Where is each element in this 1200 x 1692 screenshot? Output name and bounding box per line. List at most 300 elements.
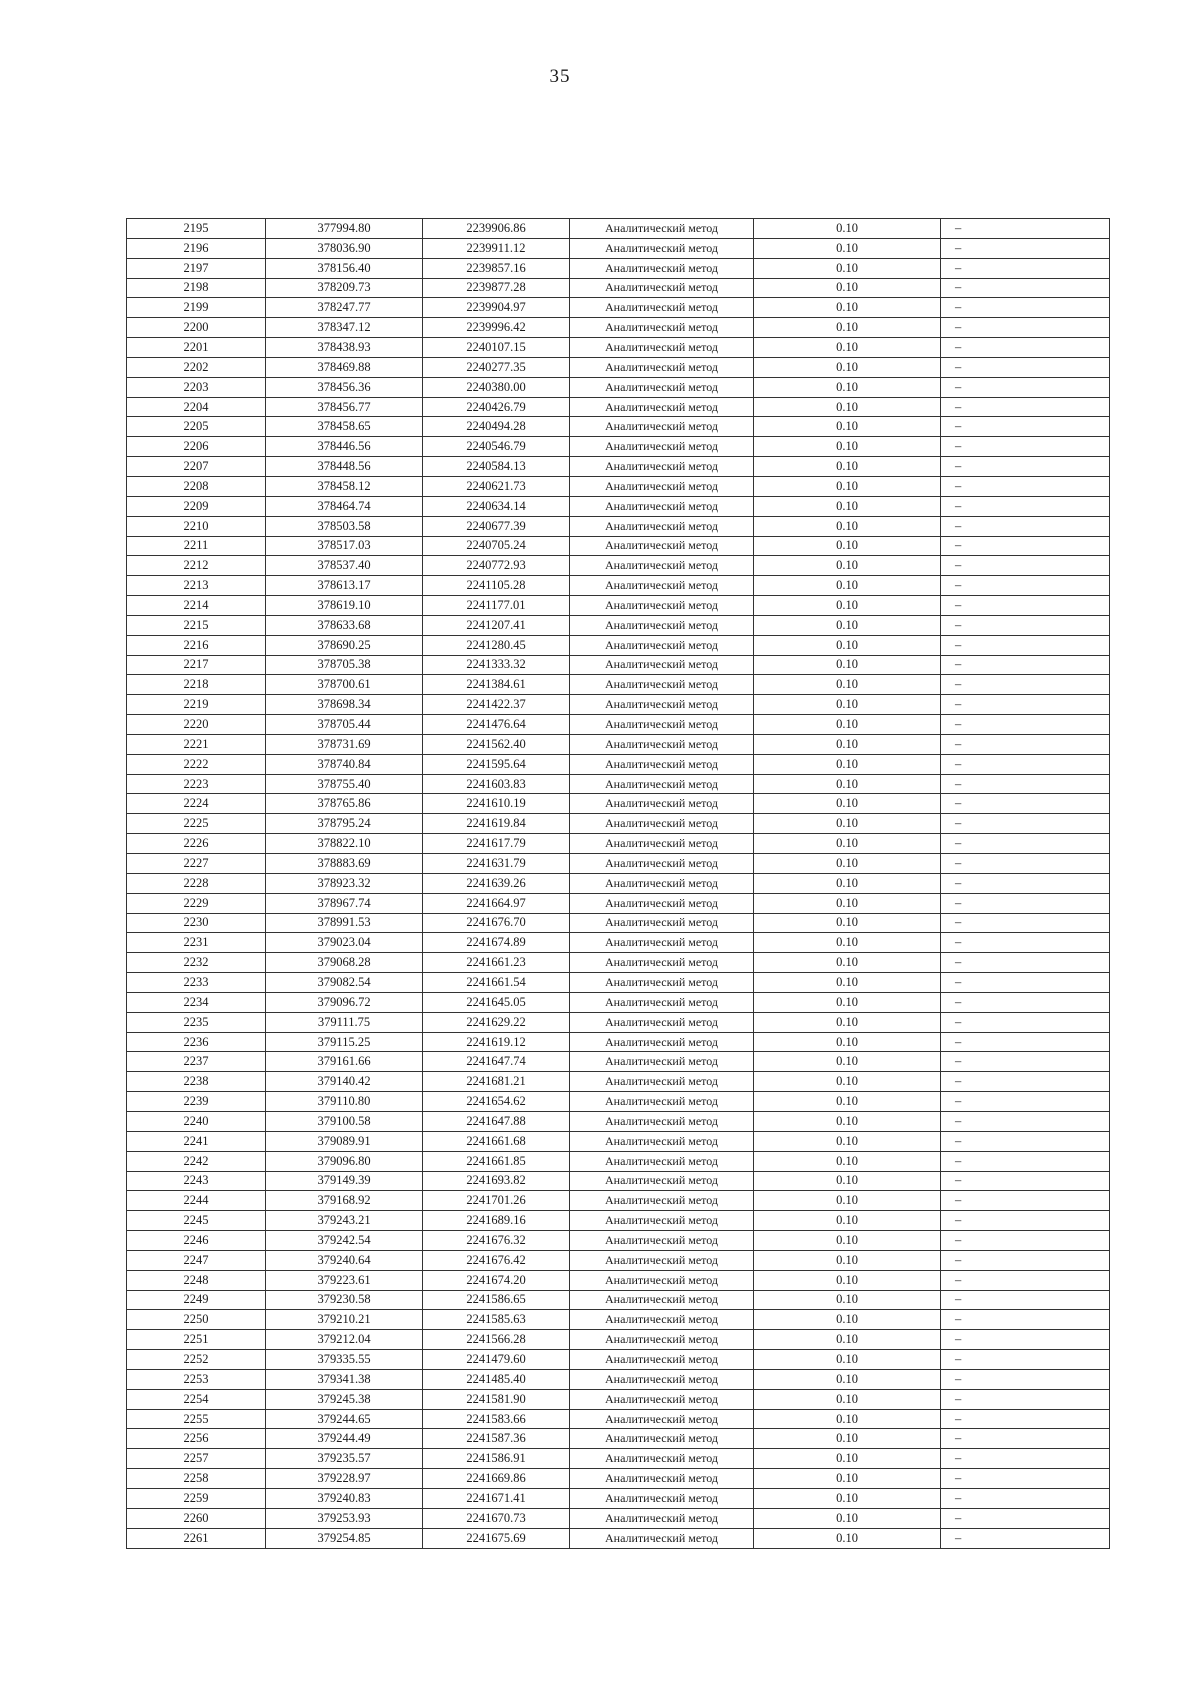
x-coordinate-cell: 379242.54 xyxy=(266,1231,423,1251)
point-number-cell: 2243 xyxy=(127,1171,266,1191)
y-coordinate-cell: 2240634.14 xyxy=(423,496,570,516)
x-coordinate-cell: 379082.54 xyxy=(266,973,423,993)
method-cell: Аналитический метод xyxy=(570,1310,754,1330)
accuracy-cell: 0.10 xyxy=(754,496,941,516)
point-number-cell: 2215 xyxy=(127,615,266,635)
x-coordinate-cell: 378456.77 xyxy=(266,397,423,417)
method-cell: Аналитический метод xyxy=(570,377,754,397)
y-coordinate-cell: 2241676.42 xyxy=(423,1250,570,1270)
point-number-cell: 2246 xyxy=(127,1231,266,1251)
table-row xyxy=(127,437,1110,457)
method-cell: Аналитический метод xyxy=(570,933,754,953)
x-coordinate-cell: 378209.73 xyxy=(266,278,423,298)
point-number-cell: 2235 xyxy=(127,1012,266,1032)
point-number-cell: 2198 xyxy=(127,278,266,298)
method-cell: Аналитический метод xyxy=(570,318,754,338)
table-row xyxy=(127,496,1110,516)
description-cell: – xyxy=(941,695,1110,715)
description-cell: – xyxy=(941,457,1110,477)
y-coordinate-cell: 2241177.01 xyxy=(423,596,570,616)
x-coordinate-cell: 378503.58 xyxy=(266,516,423,536)
description-cell: – xyxy=(941,496,1110,516)
point-number-cell: 2217 xyxy=(127,655,266,675)
method-cell: Аналитический метод xyxy=(570,1290,754,1310)
table-row xyxy=(127,516,1110,536)
point-number-cell: 2199 xyxy=(127,298,266,318)
point-number-cell: 2214 xyxy=(127,596,266,616)
table-row xyxy=(127,953,1110,973)
method-cell: Аналитический метод xyxy=(570,338,754,358)
y-coordinate-cell: 2241583.66 xyxy=(423,1409,570,1429)
point-number-cell: 2242 xyxy=(127,1151,266,1171)
description-cell: – xyxy=(941,1409,1110,1429)
y-coordinate-cell: 2241674.20 xyxy=(423,1270,570,1290)
x-coordinate-cell: 378446.56 xyxy=(266,437,423,457)
table-row xyxy=(127,1508,1110,1528)
y-coordinate-cell: 2240380.00 xyxy=(423,377,570,397)
table-row xyxy=(127,1231,1110,1251)
method-cell: Аналитический метод xyxy=(570,1111,754,1131)
table-row xyxy=(127,854,1110,874)
table-row xyxy=(127,397,1110,417)
y-coordinate-cell: 2241581.90 xyxy=(423,1389,570,1409)
x-coordinate-cell: 378613.17 xyxy=(266,576,423,596)
point-number-cell: 2216 xyxy=(127,635,266,655)
x-coordinate-cell: 378247.77 xyxy=(266,298,423,318)
x-coordinate-cell: 379235.57 xyxy=(266,1449,423,1469)
point-number-cell: 2236 xyxy=(127,1032,266,1052)
method-cell: Аналитический метод xyxy=(570,1131,754,1151)
point-number-cell: 2221 xyxy=(127,734,266,754)
x-coordinate-cell: 379254.85 xyxy=(266,1528,423,1548)
description-cell: – xyxy=(941,893,1110,913)
y-coordinate-cell: 2240705.24 xyxy=(423,536,570,556)
accuracy-cell: 0.10 xyxy=(754,1032,941,1052)
table-row xyxy=(127,536,1110,556)
description-cell: – xyxy=(941,298,1110,318)
y-coordinate-cell: 2241333.32 xyxy=(423,655,570,675)
method-cell: Аналитический метод xyxy=(570,1469,754,1489)
description-cell: – xyxy=(941,576,1110,596)
method-cell: Аналитический метод xyxy=(570,734,754,754)
table-row xyxy=(127,278,1110,298)
description-cell: – xyxy=(941,1052,1110,1072)
accuracy-cell: 0.10 xyxy=(754,675,941,695)
table-row xyxy=(127,1429,1110,1449)
description-cell: – xyxy=(941,1330,1110,1350)
method-cell: Аналитический метод xyxy=(570,913,754,933)
method-cell: Аналитический метод xyxy=(570,596,754,616)
accuracy-cell: 0.10 xyxy=(754,1489,941,1509)
accuracy-cell: 0.10 xyxy=(754,635,941,655)
method-cell: Аналитический метод xyxy=(570,1429,754,1449)
method-cell: Аналитический метод xyxy=(570,1409,754,1429)
point-number-cell: 2230 xyxy=(127,913,266,933)
description-cell: – xyxy=(941,794,1110,814)
table-row xyxy=(127,1171,1110,1191)
accuracy-cell: 0.10 xyxy=(754,715,941,735)
x-coordinate-cell: 379253.93 xyxy=(266,1508,423,1528)
x-coordinate-cell: 378923.32 xyxy=(266,873,423,893)
description-cell: – xyxy=(941,476,1110,496)
table-row xyxy=(127,1310,1110,1330)
table-row xyxy=(127,1250,1110,1270)
method-cell: Аналитический метод xyxy=(570,576,754,596)
table-row xyxy=(127,695,1110,715)
table-row xyxy=(127,1072,1110,1092)
accuracy-cell: 0.10 xyxy=(754,754,941,774)
description-cell: – xyxy=(941,675,1110,695)
description-cell: – xyxy=(941,1191,1110,1211)
x-coordinate-cell: 379096.72 xyxy=(266,992,423,1012)
method-cell: Аналитический метод xyxy=(570,834,754,854)
point-number-cell: 2202 xyxy=(127,357,266,377)
table-row xyxy=(127,1489,1110,1509)
y-coordinate-cell: 2241689.16 xyxy=(423,1211,570,1231)
y-coordinate-cell: 2241661.54 xyxy=(423,973,570,993)
accuracy-cell: 0.10 xyxy=(754,953,941,973)
method-cell: Аналитический метод xyxy=(570,1528,754,1548)
method-cell: Аналитический метод xyxy=(570,1330,754,1350)
page-number: 35 xyxy=(549,66,571,87)
x-coordinate-cell: 378740.84 xyxy=(266,754,423,774)
description-cell: – xyxy=(941,1131,1110,1151)
table-row xyxy=(127,298,1110,318)
accuracy-cell: 0.10 xyxy=(754,576,941,596)
x-coordinate-cell: 379023.04 xyxy=(266,933,423,953)
accuracy-cell: 0.10 xyxy=(754,814,941,834)
accuracy-cell: 0.10 xyxy=(754,1092,941,1112)
accuracy-cell: 0.10 xyxy=(754,794,941,814)
y-coordinate-cell: 2241675.69 xyxy=(423,1528,570,1548)
table-row xyxy=(127,1092,1110,1112)
y-coordinate-cell: 2240494.28 xyxy=(423,417,570,437)
description-cell: – xyxy=(941,258,1110,278)
x-coordinate-cell: 379240.83 xyxy=(266,1489,423,1509)
point-number-cell: 2196 xyxy=(127,238,266,258)
accuracy-cell: 0.10 xyxy=(754,893,941,913)
table-row xyxy=(127,338,1110,358)
point-number-cell: 2229 xyxy=(127,893,266,913)
table-row xyxy=(127,992,1110,1012)
point-number-cell: 2195 xyxy=(127,219,266,239)
y-coordinate-cell: 2241661.68 xyxy=(423,1131,570,1151)
y-coordinate-cell: 2241631.79 xyxy=(423,854,570,874)
description-cell: – xyxy=(941,1032,1110,1052)
y-coordinate-cell: 2241485.40 xyxy=(423,1369,570,1389)
method-cell: Аналитический метод xyxy=(570,1350,754,1370)
table-row xyxy=(127,973,1110,993)
table-row xyxy=(127,1052,1110,1072)
method-cell: Аналитический метод xyxy=(570,1191,754,1211)
description-cell: – xyxy=(941,834,1110,854)
description-cell: – xyxy=(941,238,1110,258)
y-coordinate-cell: 2241669.86 xyxy=(423,1469,570,1489)
method-cell: Аналитический метод xyxy=(570,1250,754,1270)
description-cell: – xyxy=(941,854,1110,874)
description-cell: – xyxy=(941,1111,1110,1131)
x-coordinate-cell: 378698.34 xyxy=(266,695,423,715)
y-coordinate-cell: 2240772.93 xyxy=(423,556,570,576)
accuracy-cell: 0.10 xyxy=(754,992,941,1012)
x-coordinate-cell: 379149.39 xyxy=(266,1171,423,1191)
method-cell: Аналитический метод xyxy=(570,516,754,536)
x-coordinate-cell: 379068.28 xyxy=(266,953,423,973)
method-cell: Аналитический метод xyxy=(570,536,754,556)
accuracy-cell: 0.10 xyxy=(754,1508,941,1528)
method-cell: Аналитический метод xyxy=(570,1211,754,1231)
x-coordinate-cell: 378156.40 xyxy=(266,258,423,278)
y-coordinate-cell: 2241422.37 xyxy=(423,695,570,715)
table-row xyxy=(127,258,1110,278)
point-number-cell: 2222 xyxy=(127,754,266,774)
description-cell: – xyxy=(941,278,1110,298)
accuracy-cell: 0.10 xyxy=(754,734,941,754)
description-cell: – xyxy=(941,992,1110,1012)
point-number-cell: 2247 xyxy=(127,1250,266,1270)
x-coordinate-cell: 378458.12 xyxy=(266,476,423,496)
table-row xyxy=(127,1012,1110,1032)
point-number-cell: 2261 xyxy=(127,1528,266,1548)
description-cell: – xyxy=(941,973,1110,993)
accuracy-cell: 0.10 xyxy=(754,457,941,477)
x-coordinate-cell: 379341.38 xyxy=(266,1369,423,1389)
accuracy-cell: 0.10 xyxy=(754,1131,941,1151)
point-number-cell: 2211 xyxy=(127,536,266,556)
accuracy-cell: 0.10 xyxy=(754,1250,941,1270)
x-coordinate-cell: 377994.80 xyxy=(266,219,423,239)
x-coordinate-cell: 379100.58 xyxy=(266,1111,423,1131)
table-row xyxy=(127,893,1110,913)
table-row xyxy=(127,1032,1110,1052)
accuracy-cell: 0.10 xyxy=(754,278,941,298)
point-number-cell: 2225 xyxy=(127,814,266,834)
coordinates-table xyxy=(126,218,1110,1549)
accuracy-cell: 0.10 xyxy=(754,397,941,417)
point-number-cell: 2224 xyxy=(127,794,266,814)
accuracy-cell: 0.10 xyxy=(754,1290,941,1310)
accuracy-cell: 0.10 xyxy=(754,1191,941,1211)
method-cell: Аналитический метод xyxy=(570,238,754,258)
method-cell: Аналитический метод xyxy=(570,1092,754,1112)
accuracy-cell: 0.10 xyxy=(754,1330,941,1350)
point-number-cell: 2251 xyxy=(127,1330,266,1350)
accuracy-cell: 0.10 xyxy=(754,1171,941,1191)
x-coordinate-cell: 378469.88 xyxy=(266,357,423,377)
table-row xyxy=(127,1111,1110,1131)
y-coordinate-cell: 2241595.64 xyxy=(423,754,570,774)
y-coordinate-cell: 2241479.60 xyxy=(423,1350,570,1370)
point-number-cell: 2208 xyxy=(127,476,266,496)
y-coordinate-cell: 2241207.41 xyxy=(423,615,570,635)
accuracy-cell: 0.10 xyxy=(754,1111,941,1131)
point-number-cell: 2250 xyxy=(127,1310,266,1330)
table-row xyxy=(127,814,1110,834)
point-number-cell: 2248 xyxy=(127,1270,266,1290)
description-cell: – xyxy=(941,1528,1110,1548)
accuracy-cell: 0.10 xyxy=(754,1449,941,1469)
point-number-cell: 2207 xyxy=(127,457,266,477)
table-row xyxy=(127,576,1110,596)
method-cell: Аналитический метод xyxy=(570,1389,754,1409)
y-coordinate-cell: 2241670.73 xyxy=(423,1508,570,1528)
description-cell: – xyxy=(941,536,1110,556)
table-row xyxy=(127,1211,1110,1231)
y-coordinate-cell: 2241384.61 xyxy=(423,675,570,695)
x-coordinate-cell: 378705.44 xyxy=(266,715,423,735)
y-coordinate-cell: 2240107.15 xyxy=(423,338,570,358)
accuracy-cell: 0.10 xyxy=(754,258,941,278)
y-coordinate-cell: 2241661.85 xyxy=(423,1151,570,1171)
point-number-cell: 2241 xyxy=(127,1131,266,1151)
x-coordinate-cell: 378991.53 xyxy=(266,913,423,933)
description-cell: – xyxy=(941,873,1110,893)
x-coordinate-cell: 379210.21 xyxy=(266,1310,423,1330)
point-number-cell: 2245 xyxy=(127,1211,266,1231)
description-cell: – xyxy=(941,1429,1110,1449)
description-cell: – xyxy=(941,715,1110,735)
table-row xyxy=(127,1409,1110,1429)
method-cell: Аналитический метод xyxy=(570,1231,754,1251)
accuracy-cell: 0.10 xyxy=(754,655,941,675)
description-cell: – xyxy=(941,417,1110,437)
x-coordinate-cell: 378705.38 xyxy=(266,655,423,675)
accuracy-cell: 0.10 xyxy=(754,913,941,933)
point-number-cell: 2239 xyxy=(127,1092,266,1112)
y-coordinate-cell: 2241639.26 xyxy=(423,873,570,893)
table-row xyxy=(127,219,1110,239)
point-number-cell: 2234 xyxy=(127,992,266,1012)
method-cell: Аналитический метод xyxy=(570,615,754,635)
coordinates-table-body xyxy=(127,219,1110,1549)
accuracy-cell: 0.10 xyxy=(754,1469,941,1489)
description-cell: – xyxy=(941,516,1110,536)
method-cell: Аналитический метод xyxy=(570,457,754,477)
method-cell: Аналитический метод xyxy=(570,794,754,814)
method-cell: Аналитический метод xyxy=(570,774,754,794)
y-coordinate-cell: 2240584.13 xyxy=(423,457,570,477)
x-coordinate-cell: 379168.92 xyxy=(266,1191,423,1211)
table-row xyxy=(127,734,1110,754)
y-coordinate-cell: 2241664.97 xyxy=(423,893,570,913)
x-coordinate-cell: 379212.04 xyxy=(266,1330,423,1350)
point-number-cell: 2205 xyxy=(127,417,266,437)
description-cell: – xyxy=(941,338,1110,358)
table-row xyxy=(127,1389,1110,1409)
point-number-cell: 2210 xyxy=(127,516,266,536)
y-coordinate-cell: 2241617.79 xyxy=(423,834,570,854)
method-cell: Аналитический метод xyxy=(570,814,754,834)
x-coordinate-cell: 378464.74 xyxy=(266,496,423,516)
x-coordinate-cell: 378456.36 xyxy=(266,377,423,397)
y-coordinate-cell: 2240277.35 xyxy=(423,357,570,377)
method-cell: Аналитический метод xyxy=(570,1032,754,1052)
accuracy-cell: 0.10 xyxy=(754,873,941,893)
method-cell: Аналитический метод xyxy=(570,437,754,457)
x-coordinate-cell: 378731.69 xyxy=(266,734,423,754)
y-coordinate-cell: 2241681.21 xyxy=(423,1072,570,1092)
point-number-cell: 2212 xyxy=(127,556,266,576)
accuracy-cell: 0.10 xyxy=(754,556,941,576)
table-row xyxy=(127,1330,1110,1350)
x-coordinate-cell: 378537.40 xyxy=(266,556,423,576)
x-coordinate-cell: 378448.56 xyxy=(266,457,423,477)
accuracy-cell: 0.10 xyxy=(754,476,941,496)
point-number-cell: 2260 xyxy=(127,1508,266,1528)
method-cell: Аналитический метод xyxy=(570,873,754,893)
y-coordinate-cell: 2241645.05 xyxy=(423,992,570,1012)
method-cell: Аналитический метод xyxy=(570,1369,754,1389)
x-coordinate-cell: 378822.10 xyxy=(266,834,423,854)
description-cell: – xyxy=(941,1270,1110,1290)
accuracy-cell: 0.10 xyxy=(754,536,941,556)
method-cell: Аналитический метод xyxy=(570,854,754,874)
x-coordinate-cell: 378967.74 xyxy=(266,893,423,913)
description-cell: – xyxy=(941,437,1110,457)
description-cell: – xyxy=(941,1350,1110,1370)
method-cell: Аналитический метод xyxy=(570,992,754,1012)
x-coordinate-cell: 379240.64 xyxy=(266,1250,423,1270)
x-coordinate-cell: 378795.24 xyxy=(266,814,423,834)
method-cell: Аналитический метод xyxy=(570,298,754,318)
accuracy-cell: 0.10 xyxy=(754,357,941,377)
x-coordinate-cell: 378458.65 xyxy=(266,417,423,437)
accuracy-cell: 0.10 xyxy=(754,298,941,318)
x-coordinate-cell: 379244.49 xyxy=(266,1429,423,1449)
table-row xyxy=(127,476,1110,496)
point-number-cell: 2219 xyxy=(127,695,266,715)
description-cell: – xyxy=(941,933,1110,953)
accuracy-cell: 0.10 xyxy=(754,1310,941,1330)
method-cell: Аналитический метод xyxy=(570,655,754,675)
table-row xyxy=(127,238,1110,258)
description-cell: – xyxy=(941,1508,1110,1528)
point-number-cell: 2201 xyxy=(127,338,266,358)
point-number-cell: 2227 xyxy=(127,854,266,874)
table-row xyxy=(127,913,1110,933)
description-cell: – xyxy=(941,953,1110,973)
accuracy-cell: 0.10 xyxy=(754,1211,941,1231)
method-cell: Аналитический метод xyxy=(570,1072,754,1092)
method-cell: Аналитический метод xyxy=(570,397,754,417)
table-row xyxy=(127,794,1110,814)
point-number-cell: 2223 xyxy=(127,774,266,794)
description-cell: – xyxy=(941,1072,1110,1092)
x-coordinate-cell: 379244.65 xyxy=(266,1409,423,1429)
point-number-cell: 2258 xyxy=(127,1469,266,1489)
description-cell: – xyxy=(941,377,1110,397)
x-coordinate-cell: 379223.61 xyxy=(266,1270,423,1290)
description-cell: – xyxy=(941,754,1110,774)
y-coordinate-cell: 2241676.70 xyxy=(423,913,570,933)
description-cell: – xyxy=(941,734,1110,754)
x-coordinate-cell: 378765.86 xyxy=(266,794,423,814)
accuracy-cell: 0.10 xyxy=(754,516,941,536)
method-cell: Аналитический метод xyxy=(570,417,754,437)
accuracy-cell: 0.10 xyxy=(754,1369,941,1389)
accuracy-cell: 0.10 xyxy=(754,1151,941,1171)
point-number-cell: 2203 xyxy=(127,377,266,397)
table-row xyxy=(127,457,1110,477)
point-number-cell: 2244 xyxy=(127,1191,266,1211)
x-coordinate-cell: 379111.75 xyxy=(266,1012,423,1032)
x-coordinate-cell: 378755.40 xyxy=(266,774,423,794)
point-number-cell: 2252 xyxy=(127,1350,266,1370)
description-cell: – xyxy=(941,556,1110,576)
method-cell: Аналитический метод xyxy=(570,973,754,993)
table-row xyxy=(127,635,1110,655)
accuracy-cell: 0.10 xyxy=(754,596,941,616)
